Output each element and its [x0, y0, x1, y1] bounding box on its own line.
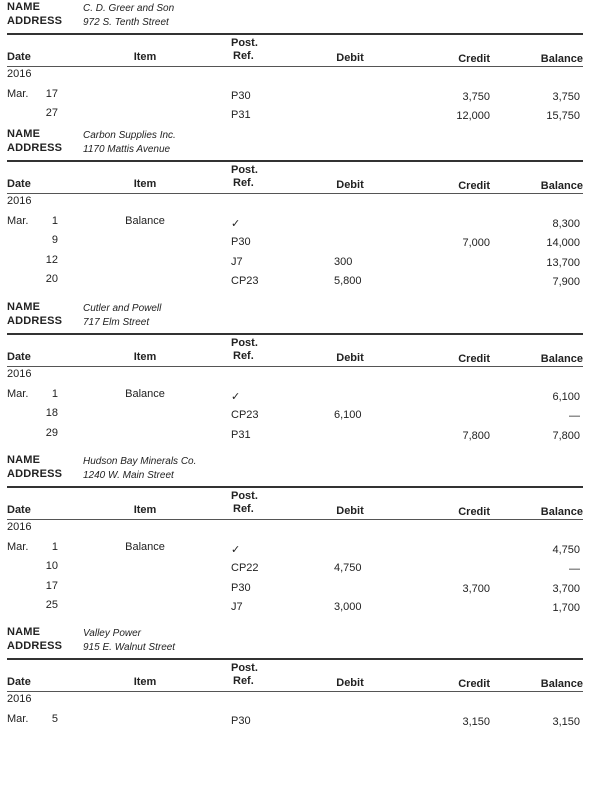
name-label: NAME	[7, 626, 41, 638]
entry-item: Balance	[125, 540, 165, 553]
col-date: Date	[7, 504, 31, 516]
entry-date: Mar.	[7, 387, 29, 400]
address-label: ADDRESS	[7, 142, 63, 154]
col-debit: Debit	[336, 505, 364, 517]
col-credit: Credit	[458, 678, 490, 690]
entry-date: 2016	[7, 195, 32, 207]
col-post-ref-line2: Ref.	[233, 503, 254, 515]
ledger-account	[0, 300, 590, 472]
entry-date: Mar.	[7, 540, 29, 553]
col-date: Date	[7, 178, 31, 190]
col-item: Item	[133, 178, 157, 190]
name-label: NAME	[7, 1, 41, 13]
entry-balance: 6,100	[552, 390, 580, 403]
entry-post-ref: CP22	[231, 562, 259, 574]
entry-post-ref: ✓	[231, 390, 241, 403]
entry-day: 12	[45, 253, 58, 266]
entry-day: 18	[45, 407, 58, 419]
col-balance: Balance	[540, 353, 583, 365]
account-name: Carbon Supplies Inc.	[83, 130, 176, 141]
header-bottom-rule	[7, 691, 583, 692]
entry-credit: 7,800	[462, 429, 490, 442]
col-debit: Debit	[336, 352, 364, 364]
entry-balance: 3,150	[552, 715, 580, 728]
entry-post-ref: P31	[231, 109, 251, 121]
entry-date: Mar.	[7, 214, 29, 227]
col-debit: Debit	[336, 179, 364, 191]
entry-post-ref: P30	[231, 89, 251, 102]
entry-day: 25	[45, 599, 58, 611]
entry-debit: 4,750	[334, 562, 362, 574]
entry-balance: 13,700	[546, 256, 580, 269]
col-credit: Credit	[458, 353, 490, 365]
col-item: Item	[133, 51, 157, 63]
col-balance: Balance	[540, 506, 583, 518]
entry-balance: 14,000	[546, 237, 580, 249]
entry-debit: 3,000	[334, 601, 362, 613]
entry-post-ref: ✓	[231, 543, 241, 556]
entry-day: 1	[51, 214, 58, 227]
entry-balance: 8,300	[552, 217, 580, 230]
entry-day: 27	[45, 107, 58, 119]
col-post-ref-line2: Ref.	[233, 350, 254, 362]
entry-debit: 5,800	[334, 275, 362, 287]
account-address: 717 Elm Street	[83, 317, 150, 328]
entry-day: 17	[45, 87, 58, 100]
entry-post-ref: CP23	[231, 409, 259, 421]
entry-post-ref: CP23	[231, 275, 259, 287]
entry-balance: 1,700	[552, 602, 580, 614]
col-post-ref-line2: Ref.	[233, 177, 254, 189]
entry-date: 2016	[7, 68, 32, 80]
col-post-ref-line2: Ref.	[233, 675, 254, 687]
ledger-account	[0, 625, 590, 797]
ledger-account	[0, 127, 590, 299]
col-date: Date	[7, 351, 31, 363]
entry-balance: 7,900	[552, 276, 580, 288]
col-date: Date	[7, 676, 31, 688]
header-top-rule	[7, 486, 583, 488]
col-debit: Debit	[336, 677, 364, 689]
entry-date: 2016	[7, 521, 32, 533]
entry-day: 9	[51, 234, 58, 246]
entry-balance: —	[569, 410, 580, 422]
address-label: ADDRESS	[7, 15, 63, 27]
account-name: Cutler and Powell	[83, 303, 162, 314]
entry-post-ref: P30	[231, 714, 251, 727]
entry-balance: 7,800	[552, 429, 580, 442]
address-label: ADDRESS	[7, 468, 63, 480]
entry-day: 1	[51, 387, 58, 400]
account-address: 915 E. Walnut Street	[83, 642, 176, 653]
entry-debit: 300	[334, 255, 353, 268]
entry-balance: —	[569, 563, 580, 575]
entry-date: 2016	[7, 693, 32, 705]
account-name: Hudson Bay Minerals Co.	[83, 456, 197, 467]
col-credit: Credit	[458, 506, 490, 518]
entry-date: Mar.	[7, 87, 29, 100]
entry-credit: 3,700	[462, 582, 490, 595]
col-item: Item	[133, 676, 157, 688]
col-post-ref-line1: Post.	[231, 337, 258, 349]
entry-post-ref: P30	[231, 236, 251, 248]
header-bottom-rule	[7, 366, 583, 367]
entry-post-ref: J7	[231, 255, 243, 268]
col-item: Item	[133, 504, 157, 516]
entry-day: 20	[45, 273, 58, 285]
entry-post-ref: J7	[231, 601, 243, 613]
entry-balance: 3,700	[552, 582, 580, 595]
entry-day: 5	[51, 712, 58, 725]
entry-day: 1	[51, 540, 58, 553]
account-name: C. D. Greer and Son	[83, 3, 175, 14]
entry-day: 10	[45, 560, 58, 572]
account-address: 1170 Mattis Avenue	[83, 144, 171, 155]
name-label: NAME	[7, 128, 41, 140]
header-top-rule	[7, 333, 583, 335]
entry-item: Balance	[125, 214, 165, 227]
col-post-ref-line1: Post.	[231, 490, 258, 502]
entry-credit: 7,000	[462, 237, 490, 249]
col-post-ref-line1: Post.	[231, 164, 258, 176]
header-bottom-rule	[7, 66, 583, 67]
entry-date: Mar.	[7, 712, 29, 725]
account-address: 972 S. Tenth Street	[83, 17, 169, 28]
col-credit: Credit	[458, 53, 490, 65]
entry-post-ref: ✓	[231, 217, 241, 230]
name-label: NAME	[7, 301, 41, 313]
entry-credit: 3,150	[462, 715, 490, 728]
header-top-rule	[7, 33, 583, 35]
col-date: Date	[7, 51, 31, 63]
address-label: ADDRESS	[7, 315, 63, 327]
header-top-rule	[7, 160, 583, 162]
entry-credit: 12,000	[456, 110, 490, 122]
ledger-account	[0, 453, 590, 625]
account-address: 1240 W. Main Street	[83, 470, 174, 481]
entry-balance: 3,750	[552, 90, 580, 103]
col-post-ref-line2: Ref.	[233, 50, 254, 62]
entry-balance: 15,750	[546, 110, 580, 122]
entry-item: Balance	[125, 387, 165, 400]
account-name: Valley Power	[83, 628, 141, 639]
col-debit: Debit	[336, 52, 364, 64]
col-item: Item	[133, 351, 157, 363]
entry-balance: 4,750	[552, 543, 580, 556]
col-post-ref-line1: Post.	[231, 662, 258, 674]
header-bottom-rule	[7, 193, 583, 194]
entry-day: 17	[45, 579, 58, 592]
header-bottom-rule	[7, 519, 583, 520]
entry-debit: 6,100	[334, 409, 362, 421]
entry-credit: 3,750	[462, 90, 490, 103]
entry-post-ref: P31	[231, 428, 251, 441]
entry-day: 29	[45, 426, 58, 439]
col-balance: Balance	[540, 53, 583, 65]
col-balance: Balance	[540, 180, 583, 192]
address-label: ADDRESS	[7, 640, 63, 652]
col-balance: Balance	[540, 678, 583, 690]
name-label: NAME	[7, 454, 41, 466]
col-credit: Credit	[458, 180, 490, 192]
entry-date: 2016	[7, 368, 32, 380]
col-post-ref-line1: Post.	[231, 37, 258, 49]
entry-post-ref: P30	[231, 581, 251, 594]
header-top-rule	[7, 658, 583, 660]
